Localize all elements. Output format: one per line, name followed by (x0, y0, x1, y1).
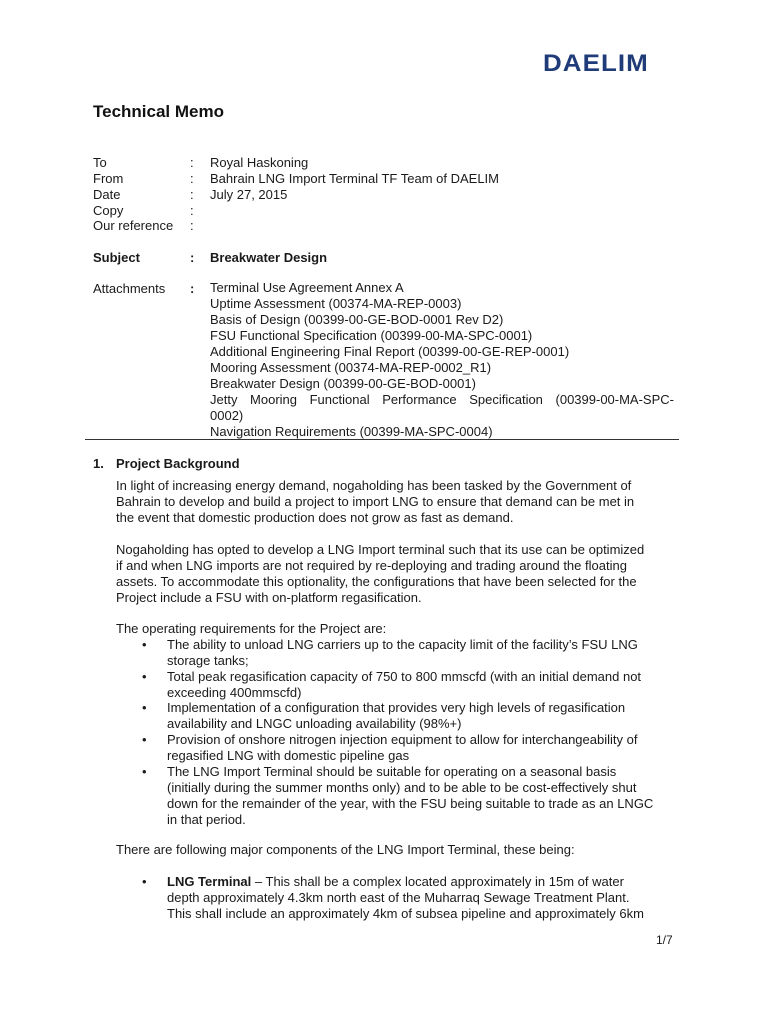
attachment-item: Additional Engineering Final Report (00399-00-GE-REP-0001) (210, 344, 570, 359)
attachments-list (210, 280, 674, 440)
bullet-line: down for the remainder of the year, with the FSU being suitable to trade as an LNGC (167, 796, 654, 811)
paragraph-line: In light of increasing energy demand, nogaholding has been tasked by the Government of (116, 478, 632, 493)
bullet-line: availability and LNGC unloading availability (98%+) (167, 716, 462, 731)
page-title: Technical Memo (93, 102, 224, 121)
bullet-icon: • (142, 637, 147, 652)
attachment-item: Basis of Design (00399-00-GE-BOD-0001 Rev D2) (210, 312, 504, 327)
attachments-label: Attachments (93, 281, 166, 296)
bullet-icon: • (142, 700, 147, 715)
paragraph-line: if and when LNG imports are not required by re-deploying and trading around the floating (116, 558, 627, 573)
paragraph (116, 842, 676, 858)
paragraph-line: The operating requirements for the Project are: (116, 621, 387, 636)
paragraph-line: Project include a FSU with on-platform regasification. (116, 590, 422, 605)
paragraph-line: the event that domestic production does not grow as fast as demand. (116, 510, 514, 525)
header-colon: : (190, 250, 195, 265)
header-colon: : (190, 281, 195, 296)
paragraph (116, 621, 676, 637)
bullet-line: Total peak regasification capacity of 750 to 800 mmscfd (with an initial demand not (167, 669, 642, 684)
header-label: From (93, 171, 124, 186)
bullet-line: regasified LNG with domestic pipeline gas (167, 748, 410, 763)
bullet-line: (initially during the summer months only) and to be able to be cost-effectively shut (167, 780, 637, 795)
paragraph (116, 542, 676, 606)
bullet-line: Provision of onshore nitrogen injection equipment to allow for interchangeability of (167, 732, 638, 747)
header-value: July 27, 2015 (210, 187, 288, 202)
bullet-line: depth approximately 4.3km north east of the Muharraq Sewage Treatment Plant. (167, 890, 630, 905)
attachment-item: Jetty Mooring Functional Performance Specification (00399-00-MA-SPC- (210, 392, 674, 407)
header-colon: : (190, 218, 194, 233)
attachment-item: Navigation Requirements (00399-MA-SPC-0004) (210, 424, 493, 439)
header-label: Our reference (93, 218, 174, 233)
section-number: 1. (93, 456, 104, 471)
paragraph (116, 478, 676, 526)
bullet-line: The LNG Import Terminal should be suitable for operating on a seasonal basis (167, 764, 617, 779)
attachment-item: 0002) (210, 408, 244, 423)
component-name: LNG Terminal (167, 874, 252, 889)
attachment-item: Uptime Assessment (00374-MA-REP-0003) (210, 296, 462, 311)
attachment-item: Terminal Use Agreement Annex A (210, 280, 404, 295)
paragraph-line: Nogaholding has opted to develop a LNG Import terminal such that its use can be optimized (116, 542, 645, 557)
bullet-line: in that period. (167, 812, 246, 827)
component-desc: – This shall be a complex located approximately in 15m of water (251, 874, 624, 889)
attachment-item: FSU Functional Specification (00399-00-MA-SPC-0001) (210, 328, 533, 343)
header-colon: : (190, 171, 194, 186)
paragraph-line: There are following major components of the LNG Import Terminal, these being: (116, 842, 575, 857)
section-title: Project Background (116, 456, 240, 471)
header-colon: : (190, 155, 194, 170)
paragraph-line: assets. To accommodate this optionality, the configurations that have been selected for the (116, 574, 637, 589)
subject-label: Subject (93, 250, 140, 265)
header-label: To (93, 155, 107, 170)
header-value: Royal Haskoning (210, 155, 309, 170)
bullet-icon: • (142, 669, 147, 684)
paragraph-line: Bahrain to develop and build a project to import LNG to ensure that demand can be met in (116, 494, 635, 509)
header-label: Copy (93, 203, 124, 218)
bullet-line: exceeding 400mmscfd) (167, 685, 302, 700)
header-colon: : (190, 187, 194, 202)
bullet-icon: • (142, 874, 147, 889)
bullet-line: The ability to unload LNG carriers up to the capacity limit of the facility’s FSU LNG (167, 637, 638, 652)
daelim-logo: DAELIM (543, 50, 649, 77)
divider (85, 439, 679, 440)
bullet-line: Implementation of a configuration that provides very high levels of regasification (167, 700, 626, 715)
header-colon: : (190, 203, 194, 218)
bullet-icon: • (142, 764, 147, 779)
bullet-line: storage tanks; (167, 653, 249, 668)
bullet-icon: • (142, 732, 147, 747)
header-value: Bahrain LNG Import Terminal TF Team of DAELIM (210, 171, 499, 186)
bullet-line (167, 874, 644, 890)
subject-value: Breakwater Design (210, 250, 328, 265)
attachment-item: Breakwater Design (00399-00-GE-BOD-0001) (210, 376, 476, 391)
bullet-line: This shall include an approximately 4km of subsea pipeline and approximately 6km (167, 906, 644, 921)
header-label: Date (93, 187, 121, 202)
attachment-item: Mooring Assessment (00374-MA-REP-0002_R1) (210, 360, 492, 375)
page-number: 1/7 (656, 933, 673, 947)
